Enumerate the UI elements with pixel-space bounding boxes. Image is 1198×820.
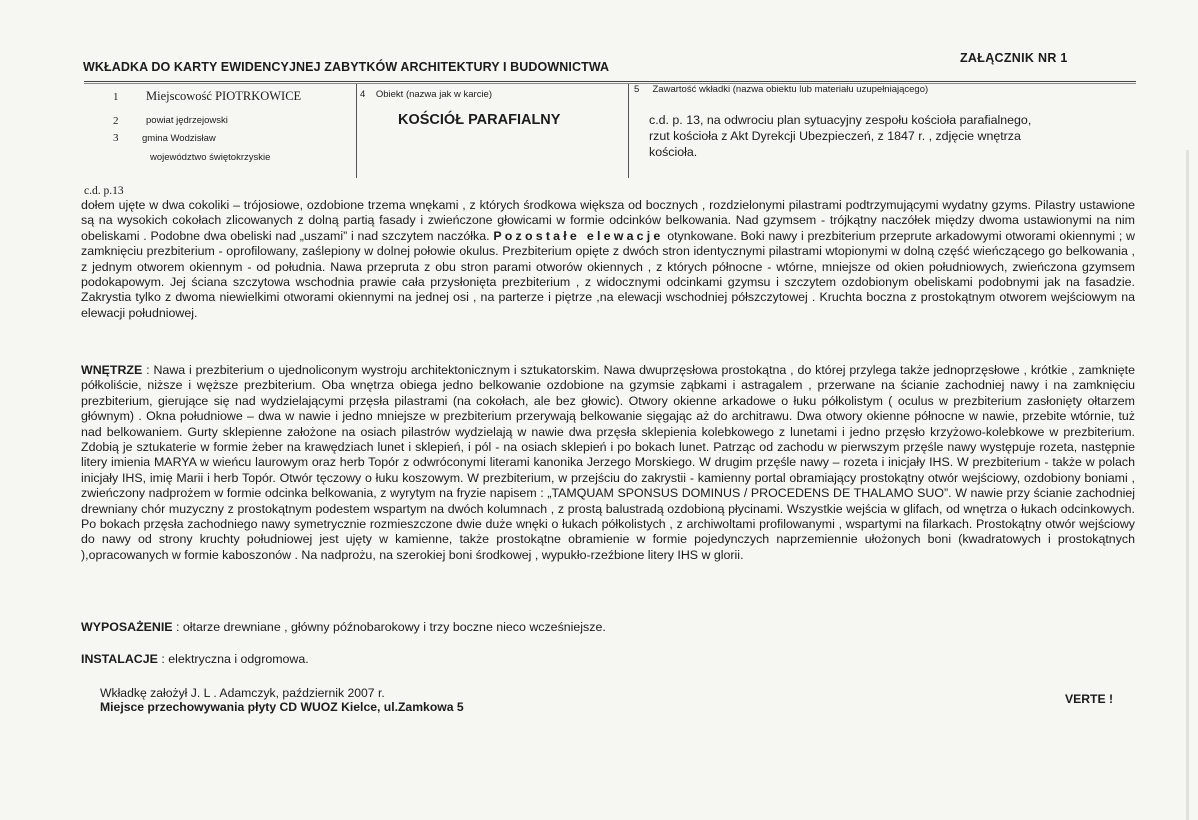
attachment-label: ZAŁĄCZNIK NR 1 [960, 51, 1068, 65]
header-rule-secondary [84, 83, 1136, 84]
field-5-number: 5 [634, 84, 640, 95]
county-text: powiat jędrzejowski [146, 115, 228, 126]
verte-label: VERTE ! [1065, 692, 1114, 706]
installations-text: : elektryczna i odgromowa. [161, 652, 309, 666]
header-rule [84, 81, 1136, 82]
contents-line-3: kościoła. [649, 145, 698, 160]
object-name: KOŚCIÓŁ PARAFIALNY [398, 112, 561, 128]
elevations-text: otynkowane. Boki nawy i prezbiterium przeprute arkadowymi otworami okiennymi ; w zamknięciu prezbiterium - oprofilowany, zaślepiony w dolnej połowie okulus. Prezbiterium opięte z dwóch stron identycznymi pilastrami wtopionymi w dolną część wieńczącego go belkowania , z jednym otworem okiennym - od południa. Nawa przeprutа z obu stron parami otworów okiennych , z których północne - wtórne, mniejsze od okien południowych, zwieńczona gzymsem podokapowym. Jej ściana szczytowa wschodnia prawie cała przysłonięta prezbiterium , z widocznymi odcinkami gzymsu i szczytem ozdobionym obeliskami podobnymi jak na fasadzie. Zakrystia tylko z dwoma niewielkimi otworami okiennymi na jednej osi , na parterze i piętrze ,na elewacji wschodniej półszczytowej . Kruchta boczna z prostokątnym otworem wejściowym na elewacji południowej. [81, 228, 1135, 320]
field-1-label [146, 89, 301, 104]
field-3-number: 3 [113, 132, 119, 144]
locality-label: Miejscowość [146, 89, 212, 103]
furnishings-heading: WYPOSAŻENIE [81, 620, 173, 634]
table-divider-1 [356, 84, 357, 178]
document-title: WKŁADKA DO KARTY EWIDENCYJNEJ ZABYTKÓW ARCHITEKTURY I BUDOWNICTWA [83, 60, 610, 74]
facade-text: dołem ujęte w dwa cokoliki – trójosiowe, ozdobione trzema wnękami , z których środkowa większa od bocznych , rozdzielonymi pilastrami podtrzymującymi wydatny gzyms. Pilastry ustawione są na wysokich cokołach zlicowanych z dolną partią fasady i zwieńczone głowicami w formie odcinków belkowania. Nad gzymsem - trójkątny naczółek między dwoma ustawionymi na nim obeliskami . Podobne dwa obeliski nad „uszami” i nad szczytem naczółka. [81, 198, 1135, 243]
field-4-header [360, 89, 492, 100]
page-edge [1186, 150, 1189, 820]
interior-text: : Nawa i prezbiterium o ujednoliconym wystroju architektonicznym i sztukatorskim. Nawa dwuprzęsłowa prostokątna , do której przylega także jednoprzęsłowe , krótkie , zamknięte półkoliście, niższe i węższe prezbiterium. Oba wnętrza obiega jedno belkowanie ozdobione na gzymsie ząbkami i astragalem , przerwane na ścianie zachodniej nawy i na zamknięciu prezbiterium, gierujące się nad wydzielającymi przęsła pilastrami (na cokołach, ale bez głowic). Otwory okienne arkadowe o łuku półkolistym ( oculus w prezbiterium zasłonięty ołtarzem głównym) . Okna południowe – dwa w nawie i jedno mniejsze w prezbiterium przerywają belkowanie sięgając aż do architrawu. Dwa otwory okienne północne w nawie, przebite wtórnie, tuż nad belkowaniem. Gurty sklepienne założone na osiach pilastrów wydzielają w nawie dwa przęsła sklepienia kolebkowego z lunetami i jedno przęsło krzyżowo-kolebkowe w prezbiterium. Zdobią je sztukaterie w formie żeber na krawędziach lunet i sklepień, i pól - na osiach sklepień i po bokach lunet. Patrząc od zachodu w pierwszym przęśle nawy występuje rozeta, następnie litery imienia MARYA w wieńcu laurowym oraz herb Topór z odwróconymi literami kanonika Jerzego Morskiego. W drugim przęśle nawy – rozeta i inicjały IHS. W prezbiterium - także w polach inicjały IHS, imię Marii i herb Topór. Otwór tęczowy o łuku koszowym. W prezbiterium, w przejściu do zakrystii - kamienny portal obramiający prostokątny otwór wejściowy, ozdobiony boniami , zwieńczony nadprożem w formie odcinka belkowania, z wyrytym na fryzie napisem : „TAMQUAM SPONSUS DOMINUS / PROCEDENS DE THALAMO SUO”. W nawie przy ścianie zachodniej drewniany chór muzyczny z prostokątnym podestem wspartym na dwóch kolumnach , z prostą balustradą ozdobioną płycinami. Wszystkie wejścia w glifach, od wnętrza o łukach odcinkowych. Po bokach przęsła zachodniego nawy symetrycznie rozmieszczone dwie duże wnęki o łukach półkolistych , z archiwoltami profilowanymi , wspartymi na filarkach. Prostokątny otwór wejściowy do nawy od strony kruchty południowej jest ujęty w kamienne, także prostokątne obramienie w formie pojedynczych naprzemiennie ułożonych boni (kwadratowych i prostokątnych ),opracowanych w formie kaboszonów . Na nadprożu, na szerokiej boni środkowej , wypukło-rzeźbione litery IHS w glorii. [81, 363, 1135, 562]
continuation-label: c.d. p.13 [84, 185, 124, 197]
furnishings-text: : ołtarze drewniane , główny późnobarokowy i trzy boczne nieco wcześniejsze. [176, 620, 606, 634]
contents-line-1: c.d. p. 13, na odwrociu plan sytuacyjny zespołu kościoła parafialnego, [649, 113, 1032, 127]
voivodeship-text: województwo świętokrzyskie [150, 152, 271, 163]
table-divider-2 [628, 84, 629, 178]
locality-value: PIOTRKOWICE [215, 89, 302, 103]
field-1-number: 1 [113, 91, 119, 103]
furnishings-paragraph [81, 620, 1135, 635]
field-4-number: 4 [360, 89, 366, 100]
contents-line-2: rzut kościoła z Akt Dyrekcji Ubezpieczeń, z 1847 r. , zdjęcie wnętrza [649, 129, 1021, 144]
field-5-label: Zawartość wkładki (nazwa obiektu lub materiału uzupełniającego) [652, 84, 929, 95]
elevations-paragraph [81, 198, 1135, 321]
field-5-header [634, 84, 928, 95]
storage-location: Miejsce przechowywania płyty CD WUOZ Kielce, ul.Zamkowa 5 [100, 700, 464, 714]
commune-text: gmina Wodzisław [142, 133, 216, 144]
field-2-number: 2 [113, 115, 119, 127]
field-4-label: Obiekt (nazwa jak w karcie) [375, 89, 493, 100]
author-note: Wkładkę założył J. L . Adamczyk, październik 2007 r. [100, 686, 385, 700]
installations-paragraph [81, 652, 1135, 667]
other-elevations-heading: Pozostałe elewacje [493, 228, 664, 243]
interior-paragraph [81, 363, 1135, 563]
interior-heading: WNĘTRZE [81, 363, 143, 377]
contents-text [649, 112, 1031, 161]
installations-heading: INSTALACJE [81, 652, 158, 666]
